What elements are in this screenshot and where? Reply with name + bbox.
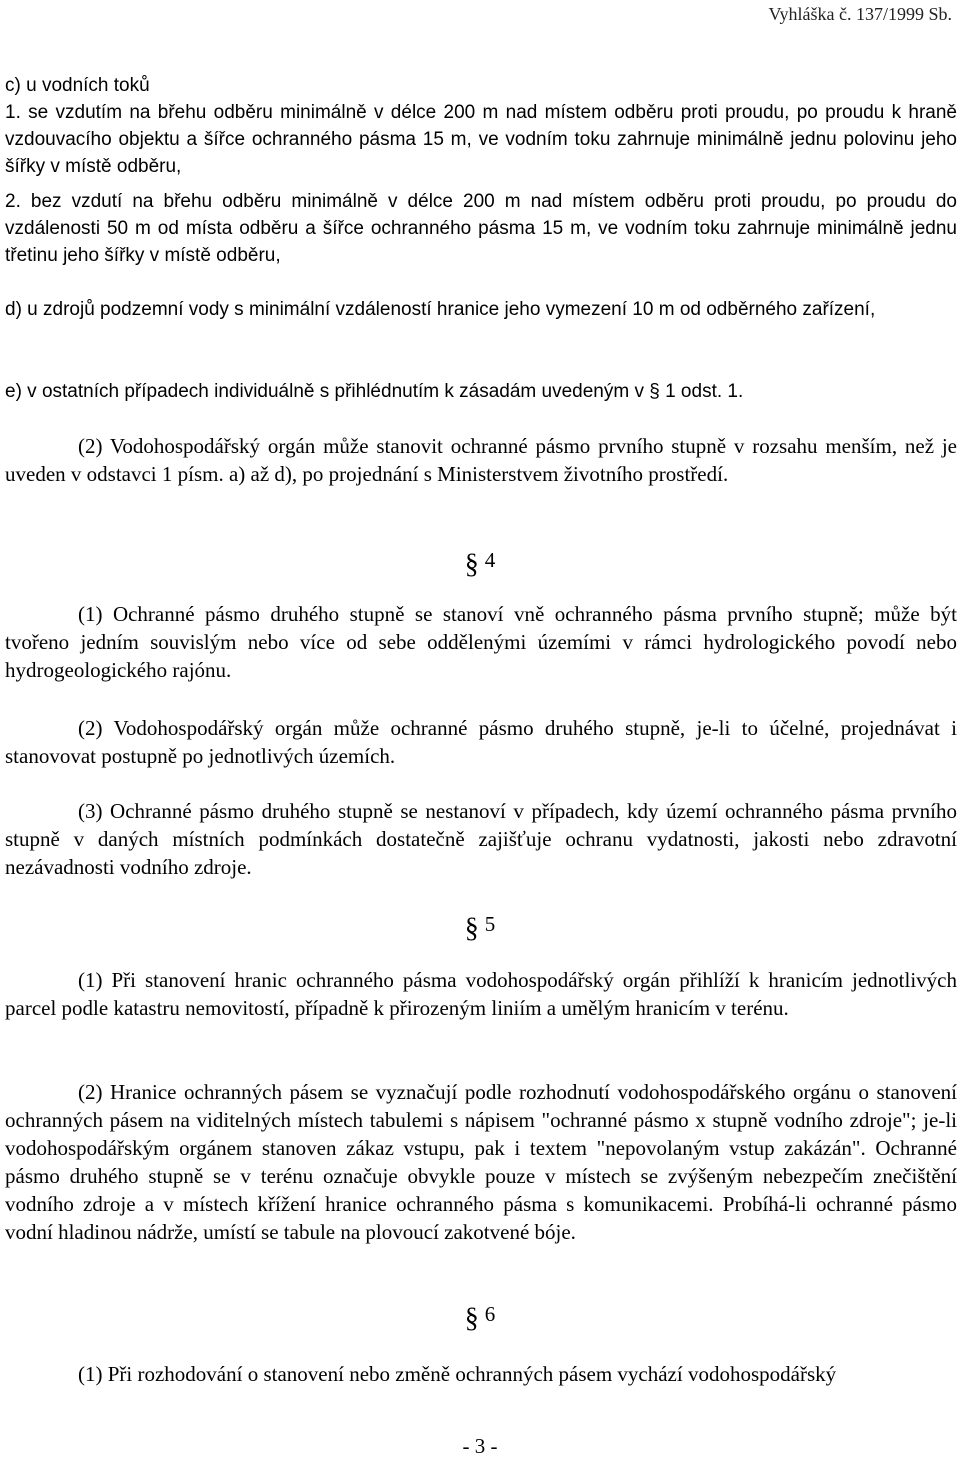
section-number: 5 xyxy=(484,912,496,936)
section-symbol: § xyxy=(464,913,479,944)
section-number: 6 xyxy=(484,1302,496,1326)
list-item-d: d) u zdrojů podzemní vody s minimální vzdáleností hranice jeho vymezení 10 m od odběrného zařízení, xyxy=(5,299,876,320)
document-header: Vyhláška č. 137/1999 Sb. xyxy=(768,4,952,24)
section-heading-5 xyxy=(0,912,960,945)
list-item-c-1: 1. se vzdutím na břehu odběru minimálně v délce 200 m nad místem odběru proti proudu, po proudu k hraně vzdouvacího objektu a šířce ochranného pásma 15 m, ve vodním toku zahrnuje minimálně jednu polovinu jeho šířky v místě odběru, xyxy=(5,102,957,177)
section-heading-4 xyxy=(0,548,960,581)
paragraph-4-1: (1) Ochranné pásmo druhého stupně se stanoví vně ochranného pásma prvního stupně; může být tvořeno jedním souvislým nebo více od sebe oddělenými územími v rámci hydrologického povodí nebo hydrogeologického rajónu. xyxy=(5,602,957,682)
paragraph-5-2: (2) Hranice ochranných pásem se vyznačují podle rozhodnutí vodohospodářského orgánu o stanovení ochranných pásem na viditelných místech tabulemi s nápisem "ochranné pásmo x stupně vodního zdroje"; je-li vodohospodářským orgánem stanoven zákaz vstupu, pak i textem "nepovolaným vstup zakázán". Ochranné pásmo druhého stupně se v terénu označuje obvykle pouze v místech se zvýšeným nebezpečím znečištění vodního zdroje a v místech křížení hranice ochranného pásma s komunikacemi. Probíhá-li ochranné pásmo vodní hladinou nádrže, umístí se tabule na plovoucí zakotvené bóje. xyxy=(5,1080,957,1244)
list-item-e: e) v ostatních případech individuálně s přihlédnutím k zásadám uvedeným v § 1 odst. 1. xyxy=(5,381,744,402)
paragraph-4-3: (3) Ochranné pásmo druhého stupně se nestanoví v případech, kdy území ochranného pásma prvního stupně v daných místních podmínkách dostatečně zajišťuje ochranu vydatnosti, jakosti nebo zdravotní nezávadnosti vodního zdroje. xyxy=(5,799,957,879)
section-symbol: § xyxy=(464,1303,479,1334)
list-item-c: c) u vodních toků xyxy=(5,75,150,96)
paragraph-3-2: (2) Vodohospodářský orgán může stanovit ochranné pásmo prvního stupně v rozsahu menším, než je uveden v odstavci 1 písm. a) až d), po projednání s Ministerstvem životního prostředí. xyxy=(5,434,957,486)
page-number: - 3 - xyxy=(462,1434,498,1458)
section-heading-6 xyxy=(0,1302,960,1335)
list-item-c-2: 2. bez vzdutí na břehu odběru minimálně v délce 200 m nad místem odběru proti proudu, po proudu do vzdálenosti 50 m od místa odběru a šířce ochranného pásma 15 m, ve vodním toku zahrnuje minimálně jednu třetinu jeho šířky v místě odběru, xyxy=(5,191,957,266)
paragraph-4-2: (2) Vodohospodářský orgán může ochranné pásmo druhého stupně, je-li to účelné, projednávat i stanovovat postupně po jednotlivých územích. xyxy=(5,716,957,768)
paragraph-5-1: (1) Při stanovení hranic ochranného pásma vodohospodářský orgán přihlíží k hranicím jednotlivých parcel podle katastru nemovitostí, případně k přirozeným liniím a umělým hranicím v terénu. xyxy=(5,968,957,1020)
paragraph-6-1: (1) Při rozhodování o stanovení nebo změně ochranných pásem vychází vodohospodářský xyxy=(78,1362,837,1386)
section-number: 4 xyxy=(484,548,496,572)
section-symbol: § xyxy=(464,549,479,580)
